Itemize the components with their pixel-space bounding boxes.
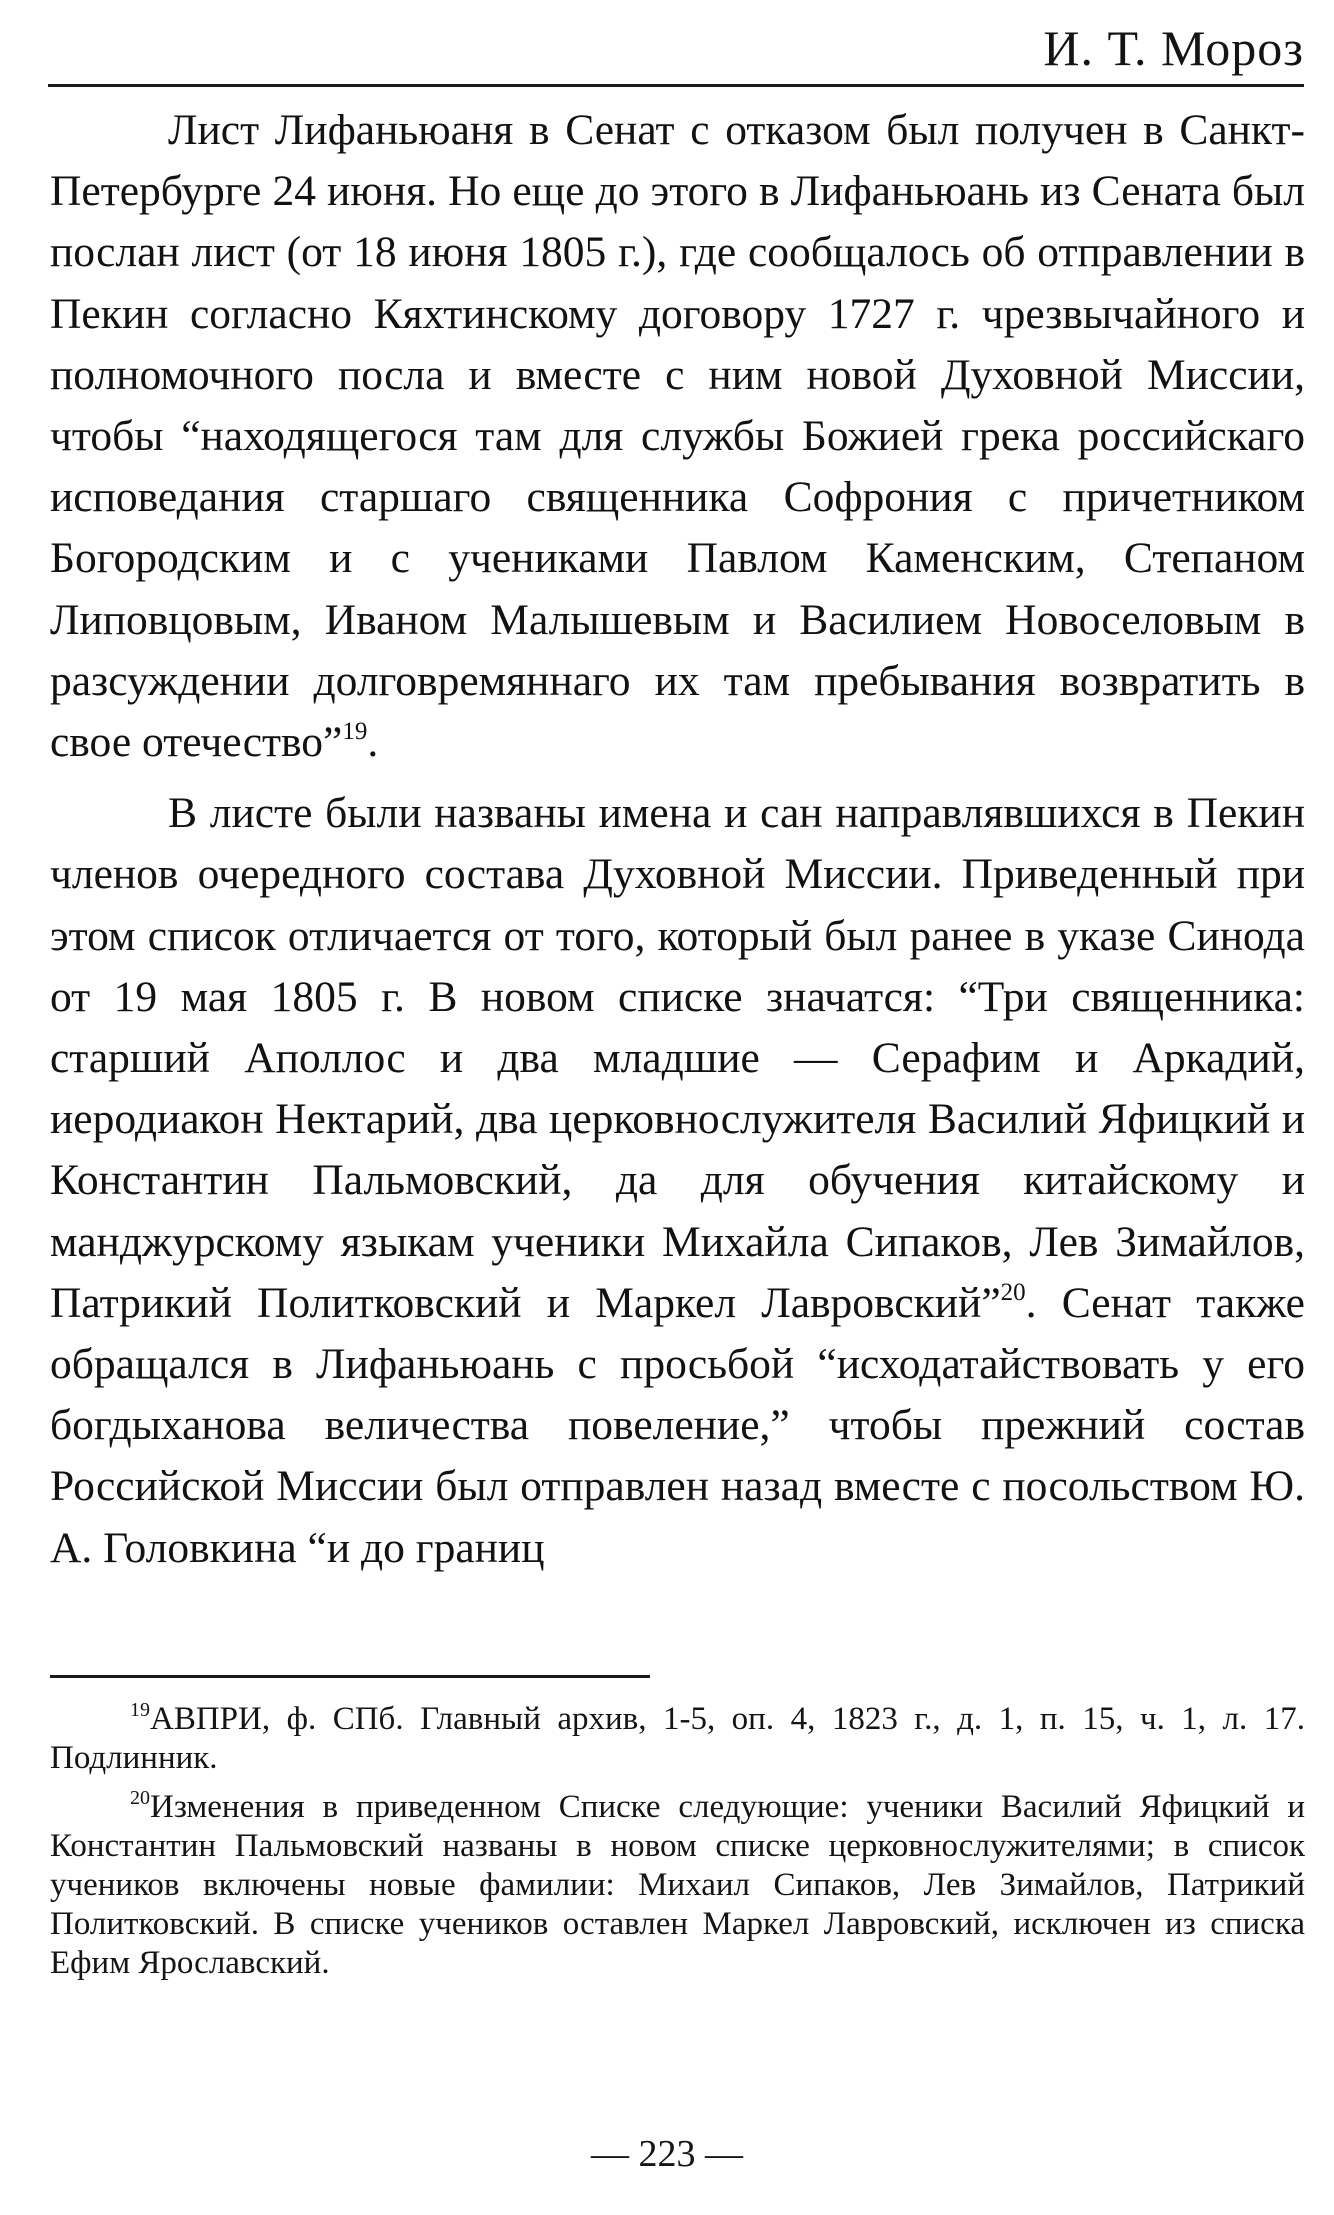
paragraph bbox=[50, 100, 1305, 773]
footnote-rule bbox=[50, 1675, 650, 1678]
main-text bbox=[50, 100, 1305, 1579]
paragraph-tail: . Сенат также обращался в Лифаньюань с просьбой “исходатайствовать у его богдыханова величества повеление,” чтобы прежний состав Российской Миссии был отправлен назад вместе с посольством Ю. А. Головкина “и до границ bbox=[50, 1278, 1305, 1572]
footnote bbox=[50, 1700, 1305, 1778]
page-number: — 223 — bbox=[591, 2133, 743, 2175]
paragraph-tail: . bbox=[367, 718, 379, 767]
paragraph-text: В листе были названы имена и сан направлявшихся в Пекин членов очередного состава Духовной Миссии. Приведенный при этом список отличается от того, который был ранее в указе Синода от 19 мая 1805 г. В новом списке значатся: “Три священника: старший Аполлос и два младшие — Серафим и Аркадий, иеродиакон Нектарий, два церковнослужителя Василий Яфицкий и Константин Пальмовский, да для обучения китайскому и манджурскому языкам ученики Михайла Сипаков, Лев Зимайлов, Патрикий Политковский и Маркел Лавровский” bbox=[50, 789, 1305, 1327]
running-head-author: И. Т. Мороз bbox=[1043, 20, 1304, 76]
footnote bbox=[50, 1788, 1305, 1983]
paragraph bbox=[50, 783, 1305, 1579]
footnotes bbox=[50, 1700, 1305, 1993]
footnote-text: Изменения в приведенном Списке следующие: ученики Василий Яфицкий и Константин Пальмовский названы в новом списке церковнослужителями; в список учеников включены новые фамилии: Михаил Сипаков, Лев Зимайлов, Патрикий Политковский. В списке учеников оставлен Маркел Лавровский, исключен из списка Ефим Ярославский. bbox=[50, 1789, 1305, 1981]
footnote-number: 20 bbox=[130, 1787, 150, 1809]
header-rule bbox=[48, 84, 1304, 87]
footnote-ref[interactable]: 19 bbox=[342, 718, 368, 746]
footnote-number: 19 bbox=[130, 1699, 150, 1721]
footnote-ref[interactable]: 20 bbox=[1000, 1278, 1026, 1306]
paragraph-text: Лист Лифаньюаня в Сенат с отказом был получен в Санкт-Петербурге 24 июня. Но еще до этого в Лифаньюань из Сената был послан лист (от 18 июня 1805 г.), где сообщалось об отправлении в Пекин согласно Кяхтинскому договору 1727 г. чрезвычайного и полномочного посла и вместе с ним новой Духовной Миссии, чтобы “находящегося там для службы Божией грека российскаго исповедания старшаго священника Софрония с причетником Богородским и с учениками Павлом Каменским, Степаном Липовцовым, Иваном Малышевым и Василием Новоселовым в разсуждении долговремяннаго их там пребывания возвратить в свое отечество” bbox=[50, 106, 1305, 767]
footnote-text: АВПРИ, ф. СПб. Главный архив, 1-5, оп. 4, 1823 г., д. 1, п. 15, ч. 1, л. 17. Подлинник. bbox=[50, 1701, 1305, 1776]
